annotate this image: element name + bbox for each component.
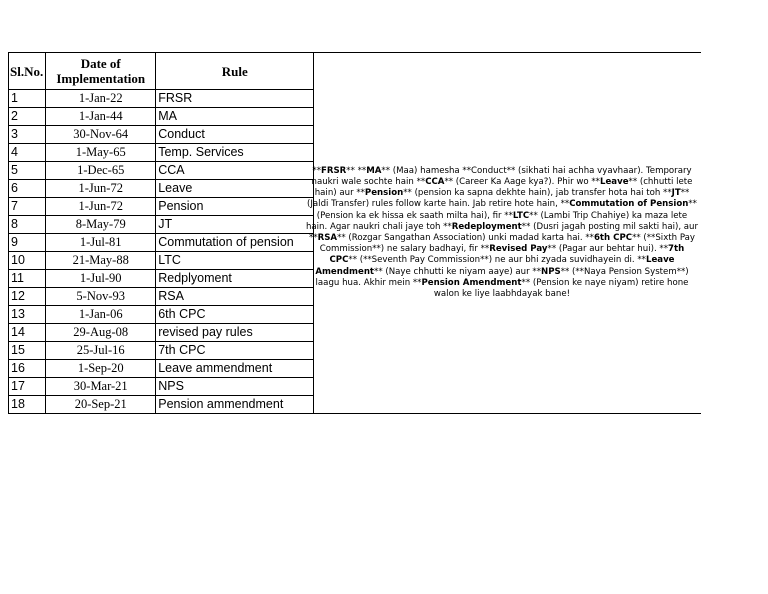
note-bold-term: LTC bbox=[512, 210, 530, 221]
note-bold-term: Redeployment bbox=[451, 221, 522, 232]
note-bold-term: MA bbox=[366, 165, 382, 176]
table-row bbox=[9, 360, 314, 378]
note-bold-term: 6th CPC bbox=[593, 233, 633, 243]
cell-sl-no[interactable]: 8 bbox=[9, 216, 46, 234]
cell-date[interactable]: 1-Jun-72 bbox=[46, 198, 156, 216]
table-row bbox=[9, 324, 314, 342]
header-row bbox=[9, 53, 314, 90]
table-row bbox=[9, 144, 314, 162]
note-bold-term: Pension Amendment bbox=[421, 277, 522, 288]
note-text-run: ** ** bbox=[346, 165, 367, 176]
cell-date[interactable]: 30-Mar-21 bbox=[46, 378, 156, 396]
cell-date[interactable]: 5-Nov-93 bbox=[46, 288, 156, 306]
cell-rule[interactable]: JT bbox=[156, 216, 314, 234]
note-text-run: ** (Career Ka Aage kya?). Phir wo ** bbox=[444, 176, 600, 187]
cell-date[interactable]: 1-Jun-72 bbox=[46, 180, 156, 198]
cell-date[interactable]: 1-Jul-90 bbox=[46, 270, 156, 288]
cell-sl-no[interactable]: 12 bbox=[9, 288, 46, 306]
table-row bbox=[9, 378, 314, 396]
table-row bbox=[9, 288, 314, 306]
note-bold-term: 7th CPC bbox=[329, 244, 685, 266]
cell-rule[interactable]: FRSR bbox=[156, 90, 314, 108]
note-text-run: ** (chhutti lete hain) aur ** bbox=[314, 176, 693, 199]
note-text-run: ** (Maa) hamesha **Conduct** (sikhati hai achha vyavhaar). Temporary naukri wale sochte hain ** bbox=[311, 165, 692, 187]
table-row bbox=[9, 270, 314, 288]
note-text-run: ** (Dusri jagah posting mil sakti hai), aur ** bbox=[309, 221, 699, 243]
cell-date[interactable]: 1-Jan-06 bbox=[46, 306, 156, 324]
cell-date[interactable]: 20-Sep-21 bbox=[46, 396, 156, 414]
note-text-run: ** (Pension ka ek hissa ek saath milta hai), fir ** bbox=[316, 199, 697, 221]
note-text-run: ** (Pagar aur behtar hui). ** bbox=[547, 244, 668, 255]
note-text-run: ** bbox=[312, 165, 321, 176]
cell-sl-no[interactable]: 13 bbox=[9, 306, 46, 324]
note-text-run: ** (Lambi Trip Chahiye) ka maza lete hain. Agar naukri chali jaye toh ** bbox=[305, 210, 688, 232]
mnemonic-note-cell[interactable] bbox=[303, 52, 701, 414]
cell-sl-no[interactable]: 11 bbox=[9, 270, 46, 288]
cell-sl-no[interactable]: 9 bbox=[9, 234, 46, 252]
cell-rule[interactable]: Pension bbox=[156, 198, 314, 216]
cell-date[interactable]: 30-Nov-64 bbox=[46, 126, 156, 144]
header-date[interactable]: Date of Implementation bbox=[46, 53, 156, 90]
cell-rule[interactable]: MA bbox=[156, 108, 314, 126]
note-text-run: ** (Pension ke naye niyam) retire hone walon ke liye laabhdayak bane! bbox=[433, 277, 689, 300]
cell-rule[interactable]: Leave bbox=[156, 180, 314, 198]
cell-sl-no[interactable]: 10 bbox=[9, 252, 46, 270]
cell-rule[interactable]: Redplyoment bbox=[156, 270, 314, 288]
cell-date[interactable]: 8-May-79 bbox=[46, 216, 156, 234]
cell-sl-no[interactable]: 2 bbox=[9, 108, 46, 126]
note-text-run: ** (**Sixth Pay Commission**) ne salary badhayi, fir ** bbox=[319, 233, 695, 255]
cell-sl-no[interactable]: 16 bbox=[9, 360, 46, 378]
table-row bbox=[9, 234, 314, 252]
cell-sl-no[interactable]: 3 bbox=[9, 126, 46, 144]
note-bold-term: Revised Pay bbox=[489, 244, 548, 255]
cell-sl-no[interactable]: 5 bbox=[9, 162, 46, 180]
cell-rule[interactable]: RSA bbox=[156, 288, 314, 306]
cell-date[interactable]: 1-Jan-22 bbox=[46, 90, 156, 108]
cell-rule[interactable]: Pension ammendment bbox=[156, 396, 314, 414]
table-row bbox=[9, 198, 314, 216]
cell-date[interactable]: 25-Jul-16 bbox=[46, 342, 156, 360]
cell-date[interactable]: 1-Jan-44 bbox=[46, 108, 156, 126]
note-text-run: ** (Jaldi Transfer) rules follow karte hain. Jab retire hote hain, ** bbox=[307, 188, 690, 210]
table-row bbox=[9, 162, 314, 180]
mnemonic-note-text bbox=[303, 166, 701, 300]
cell-date[interactable]: 1-May-65 bbox=[46, 144, 156, 162]
cell-date[interactable]: 1-Sep-20 bbox=[46, 360, 156, 378]
note-text-run: ** (**Naya Pension System**) laagu hua. Akhir mein ** bbox=[315, 266, 689, 288]
note-bold-term: Leave bbox=[599, 176, 629, 187]
note-text-run: ** (**Seventh Pay Commission**) ne aur bhi zyada suvidhayein di. ** bbox=[348, 255, 646, 266]
cell-date[interactable]: 29-Aug-08 bbox=[46, 324, 156, 342]
cell-rule[interactable]: NPS bbox=[156, 378, 314, 396]
cell-sl-no[interactable]: 14 bbox=[9, 324, 46, 342]
table-row bbox=[9, 90, 314, 108]
table-row bbox=[9, 126, 314, 144]
table-row bbox=[9, 396, 314, 414]
cell-rule[interactable]: revised pay rules bbox=[156, 324, 314, 342]
cell-date[interactable]: 1-Dec-65 bbox=[46, 162, 156, 180]
cell-rule[interactable]: Commutation of pension bbox=[156, 234, 314, 252]
rules-table bbox=[8, 52, 314, 414]
note-bold-term: JT bbox=[671, 188, 681, 199]
note-text-run: ** (Naye chhutti ke niyam aaye) aur ** bbox=[374, 266, 541, 277]
cell-rule[interactable]: 6th CPC bbox=[156, 306, 314, 324]
cell-rule[interactable]: Conduct bbox=[156, 126, 314, 144]
cell-sl-no[interactable]: 7 bbox=[9, 198, 46, 216]
note-bold-term: Commutation of Pension bbox=[569, 199, 689, 210]
note-bold-term: FRSR bbox=[321, 165, 347, 176]
note-bold-term: RSA bbox=[317, 233, 338, 243]
table-row bbox=[9, 216, 314, 234]
cell-rule[interactable]: CCA bbox=[156, 162, 314, 180]
cell-rule[interactable]: Temp. Services bbox=[156, 144, 314, 162]
cell-sl-no[interactable]: 17 bbox=[9, 378, 46, 396]
header-rule[interactable]: Rule bbox=[156, 53, 314, 90]
cell-sl-no[interactable]: 6 bbox=[9, 180, 46, 198]
cell-date[interactable]: 1-Jul-81 bbox=[46, 234, 156, 252]
table-row bbox=[9, 306, 314, 324]
note-bold-term: Pension bbox=[364, 188, 404, 199]
cell-sl-no[interactable]: 1 bbox=[9, 90, 46, 108]
cell-rule[interactable]: 7th CPC bbox=[156, 342, 314, 360]
cell-date[interactable]: 21-May-88 bbox=[46, 252, 156, 270]
note-bold-term: CCA bbox=[425, 176, 445, 187]
cell-sl-no[interactable]: 15 bbox=[9, 342, 46, 360]
header-sl-no[interactable]: Sl.No. bbox=[9, 53, 46, 90]
note-text-run: ** (Rozgar Sangathan Association) unki madad karta hai. ** bbox=[337, 233, 594, 243]
note-bold-term: Leave Amendment bbox=[315, 255, 675, 277]
note-bold-term: NPS bbox=[541, 266, 561, 277]
table-row bbox=[9, 342, 314, 360]
note-text-run: ** (pension ka sapna dekhte hain), jab transfer hota hai toh ** bbox=[403, 188, 672, 199]
cell-rule[interactable]: LTC bbox=[156, 252, 314, 270]
cell-rule[interactable]: Leave ammendment bbox=[156, 360, 314, 378]
cell-sl-no[interactable]: 18 bbox=[9, 396, 46, 414]
table-row bbox=[9, 108, 314, 126]
table-row bbox=[9, 180, 314, 198]
cell-sl-no[interactable]: 4 bbox=[9, 144, 46, 162]
table-row bbox=[9, 252, 314, 270]
